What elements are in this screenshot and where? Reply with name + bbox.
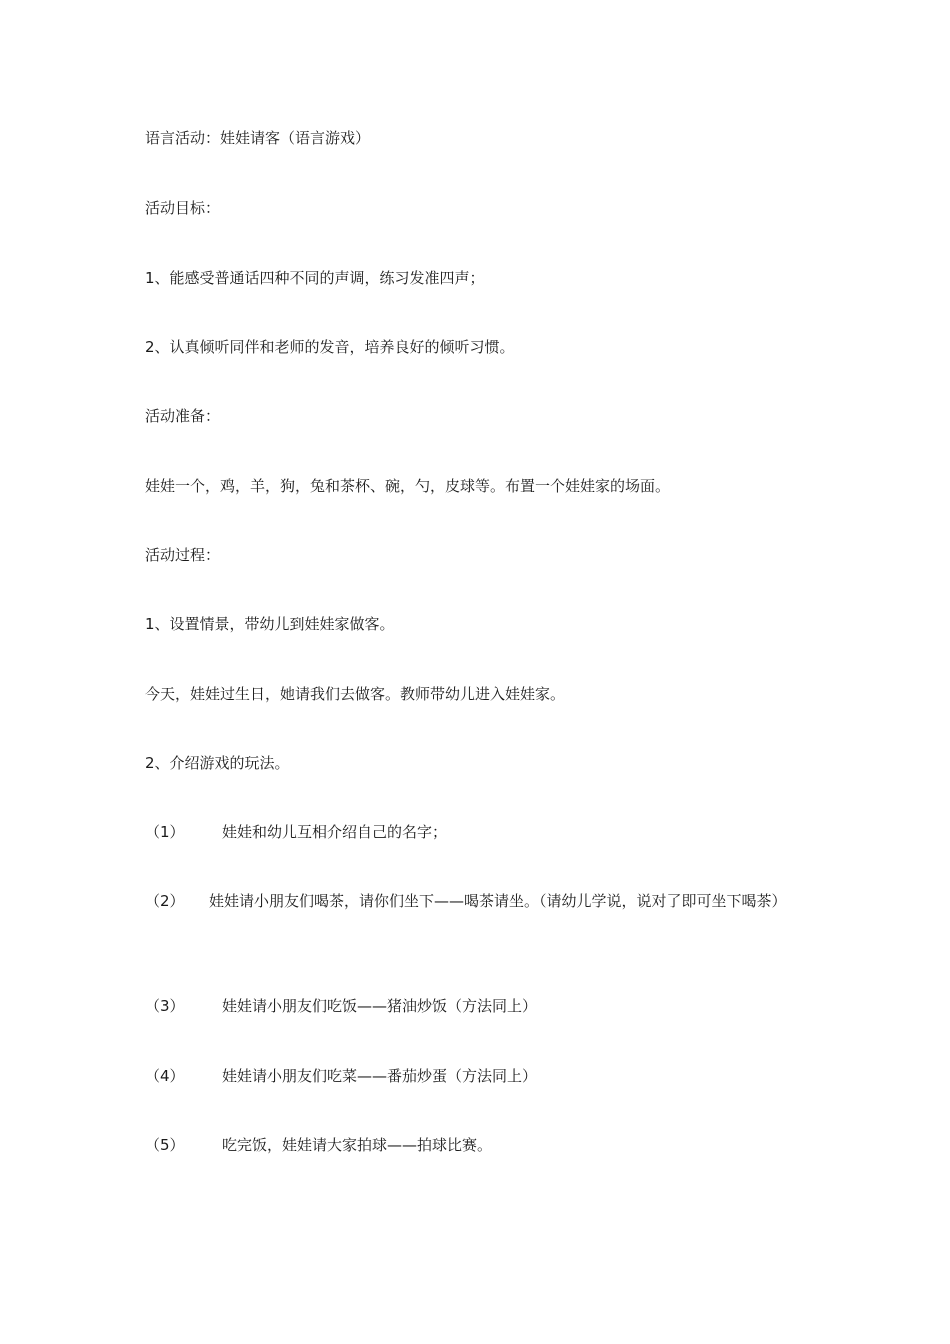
substep-text: 娃娃请小朋友们吃菜——番茄炒蛋（方法同上） <box>222 1067 538 1085</box>
process-step: 2、介绍游戏的玩法。 <box>145 754 290 772</box>
substep-text: 娃娃请小朋友们喝茶，请你们坐下——喝茶请坐。（请幼儿学说，说对了即可坐下喝茶） <box>209 892 787 910</box>
substep-number: （1） <box>145 823 185 841</box>
substep-item <box>145 1135 493 1155</box>
preparation-heading: 活动准备： <box>145 407 221 425</box>
substep-text: 娃娃请小朋友们吃饭——猪油炒饭（方法同上） <box>222 997 538 1015</box>
substep-item <box>145 884 815 918</box>
substep-number: （5） <box>145 1136 185 1154</box>
goals-heading: 活动目标： <box>145 199 221 217</box>
process-step-detail: 今天，娃娃过生日，她请我们去做客。教师带幼儿进入娃娃家。 <box>145 685 566 703</box>
substep-number: （3） <box>145 997 185 1015</box>
substep-number: （2） <box>145 892 185 910</box>
substep-text: 吃完饭，娃娃请大家拍球——拍球比赛。 <box>222 1136 493 1154</box>
substep-item <box>145 996 538 1016</box>
substep-item <box>145 822 448 842</box>
substep-number: （4） <box>145 1067 185 1085</box>
goal-item: 2、认真倾听同伴和老师的发音，培养良好的倾听习惯。 <box>145 338 515 356</box>
document-title: 语言活动：娃娃请客（语言游戏） <box>145 129 371 147</box>
substep-item <box>145 1066 538 1086</box>
preparation-text: 娃娃一个，鸡，羊，狗，兔和茶杯、碗，勺，皮球等。布置一个娃娃家的场面。 <box>145 477 671 495</box>
substep-text: 娃娃和幼儿互相介绍自己的名字； <box>222 823 448 841</box>
process-heading: 活动过程： <box>145 546 221 564</box>
process-step: 1、设置情景，带幼儿到娃娃家做客。 <box>145 615 395 633</box>
goal-item: 1、能感受普通话四种不同的声调，练习发准四声； <box>145 269 485 287</box>
